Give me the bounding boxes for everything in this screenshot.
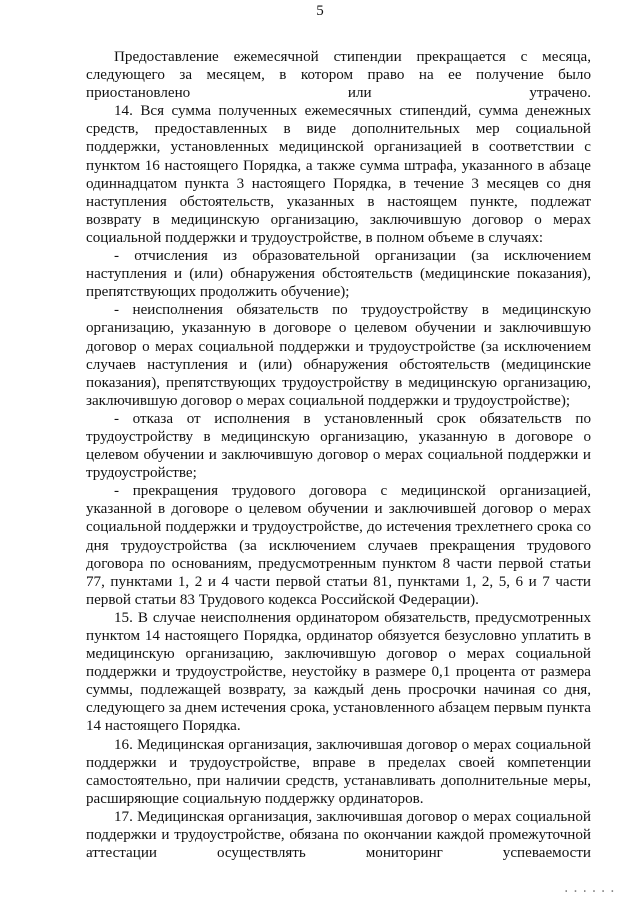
- paragraph-stipend-termination: Предоставление ежемесячной стипендии прекращается с месяца, следующего за месяцем, в котором право на ее получение было приостановлено или утрачено.: [86, 49, 591, 102]
- footer-mark: ......: [562, 881, 618, 895]
- list-item-contract-termination: - прекращения трудового договора с медицинской организацией, указанной в договоре о целевом обучении и заключившей договор о мерах социальной поддержки и трудоустройстве, до истечения трехлетнего срока со дня трудоустройства (за исключением случаев прекращения трудового договора по основаниям, предусмотренным пунктом 8 части первой статьи 77, пунктами 1, 2 и 4 части первой статьи 81, пунктами 1, 2, 5, 6 и 7 части первой статьи 83 Трудового кодекса Российской Федерации).: [86, 483, 591, 608]
- document-body: [86, 48, 591, 862]
- list-item-expulsion: - отчисления из образовательной организации (за исключением наступления и (или) обнаружения обстоятельств (медицинские показания), препятствующих продолжить обучение);: [86, 248, 591, 301]
- list-item-non-fulfilment: - неисполнения обязательств по трудоустройству в медицинскую организацию, указанную в договоре о целевом обучении и заключившую договор о мерах социальной поддержки и трудоустройстве (за исключением случаев наступления и (или) обнаружения обстоятельств (медицинские показания), препятствующих трудоустройству в медицинскую организацию, заключившую договор о мерах социальной поддержки и трудоустройстве);: [86, 302, 591, 409]
- list-item-refusal: - отказа от исполнения в установленный срок обязательств по трудоустройству в медицинскую организацию, указанную в договоре о целевом обучении и заключившую договор о мерах социальной поддержки и трудоустройстве;: [86, 410, 591, 482]
- paragraph-item-16: 16. Медицинская организация, заключившая договор о мерах социальной поддержки и трудоустройстве, вправе в пределах своей компетенции самостоятельно, при наличии средств, устанавливать дополнительные меры, расширяющие социальную поддержку ординаторов.: [86, 736, 591, 807]
- paragraph-item-14: 14. Вся сумма полученных ежемесячных стипендий, сумма денежных средств, предоставленных в виде дополнительных мер социальной поддержки, установленных медицинской организацией в соответствии с пунктом 16 настоящего Порядка, а также сумма штрафа, указанного в абзаце одиннадцатом пункта 3 настоящего Порядка, в течение 3 месяцев со дня наступления обстоятельств, указанных в настоящем пункте, подлежат возврату в медицинскую организацию, заключившую договор о мерах социальной поддержки и трудоустройстве, в полном объеме в случаях:: [86, 103, 591, 246]
- paragraph-item-15: 15. В случае неисполнения ординатором обязательств, предусмотренных пунктом 14 настоящего Порядка, ординатор обязуется безусловно уплатить в медицинскую организацию, заключившую договор о мерах социальной поддержки и трудоустройстве, неустойку в размере 0,1 процента от размера суммы, подлежащей возврату, за каждый день просрочки начиная со дня, следующего за днем истечения срока, установленного абзацем первым пункта 14 настоящего Порядка.: [86, 609, 591, 735]
- page-number: 5: [316, 3, 324, 19]
- paragraph-item-17: 17. Медицинская организация, заключившая договор о мерах социальной поддержки и трудоустройстве, обязана по окончании каждой промежуточной аттестации осуществлять мониторинг успеваемости: [86, 808, 591, 862]
